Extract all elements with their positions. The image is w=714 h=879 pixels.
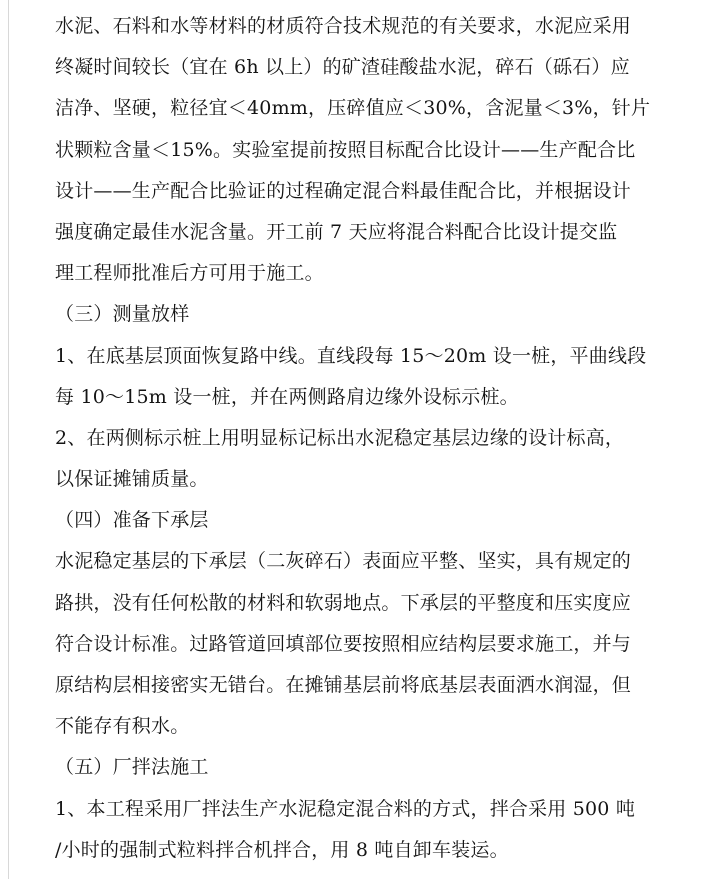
paragraph-line: 原结构层相接密实无错台。在摊铺基层前将底基层表面洒水润湿，但: [55, 674, 632, 696]
paragraph-line: 以保证摊铺质量。: [55, 468, 209, 491]
paragraph-line: 每 10～15m 设一桩，并在两侧路肩边缘外设标示桩。: [55, 385, 519, 408]
paragraph-line: 设计——生产配合比验证的过程确定混合料最佳配合比，并根据设计: [55, 179, 632, 202]
section-heading-survey: （三）测量放样: [55, 303, 190, 326]
paragraph-line: 路拱，没有任何松散的材料和软弱地点。下承层的平整度和压实度应: [55, 591, 632, 614]
paragraph-line: 状颗粒含量＜15%。实验室提前按照目标配合比设计——生产配合比: [55, 138, 636, 161]
section-heading-sublayer: （四）准备下承层: [55, 509, 209, 532]
paragraph-line: 水泥、石料和水等材料的材质符合技术规范的有关要求，水泥应采用: [55, 15, 632, 37]
paragraph-line: 不能存有积水。: [55, 715, 190, 738]
paragraph-line: /小时的强制式粒料拌合机拌合，用 8 吨自卸车装运。: [55, 838, 509, 861]
paragraph-line: 2、在两侧标示桩上用明显标记标出水泥稳定基层边缘的设计标高，: [55, 426, 625, 449]
section-heading-plant-mix: （五）厂拌法施工: [55, 756, 209, 779]
paragraph-line: 强度确定最佳水泥含量。开工前 7 天应将混合料配合比设计提交监: [55, 220, 618, 243]
paragraph-line: 符合设计标准。过路管道回填部位要按照相应结构层要求施工，并与: [55, 632, 632, 655]
page-edge-divider: [8, 0, 9, 879]
paragraph-line: 1、本工程采用厂拌法生产水泥稳定混合料的方式，拌合采用 500 吨: [55, 797, 636, 820]
paragraph-line: 洁净、坚硬，粒径宜＜40mm，压碎值应＜30%，含泥量＜3%，针片: [55, 97, 651, 120]
paragraph-line: 水泥稳定基层的下承层（二灰碎石）表面应平整、坚实，具有规定的: [55, 550, 632, 573]
document-body: [55, 6, 651, 871]
paragraph-line: 理工程师批准后方可用于施工。: [55, 262, 324, 285]
paragraph-line: 终凝时间较长（宜在 6h 以上）的矿渣硅酸盐水泥，碎石（砾石）应: [55, 56, 630, 79]
paragraph-line: 1、在底基层顶面恢复路中线。直线段每 15～20m 设一桩，平曲线段: [55, 344, 647, 367]
